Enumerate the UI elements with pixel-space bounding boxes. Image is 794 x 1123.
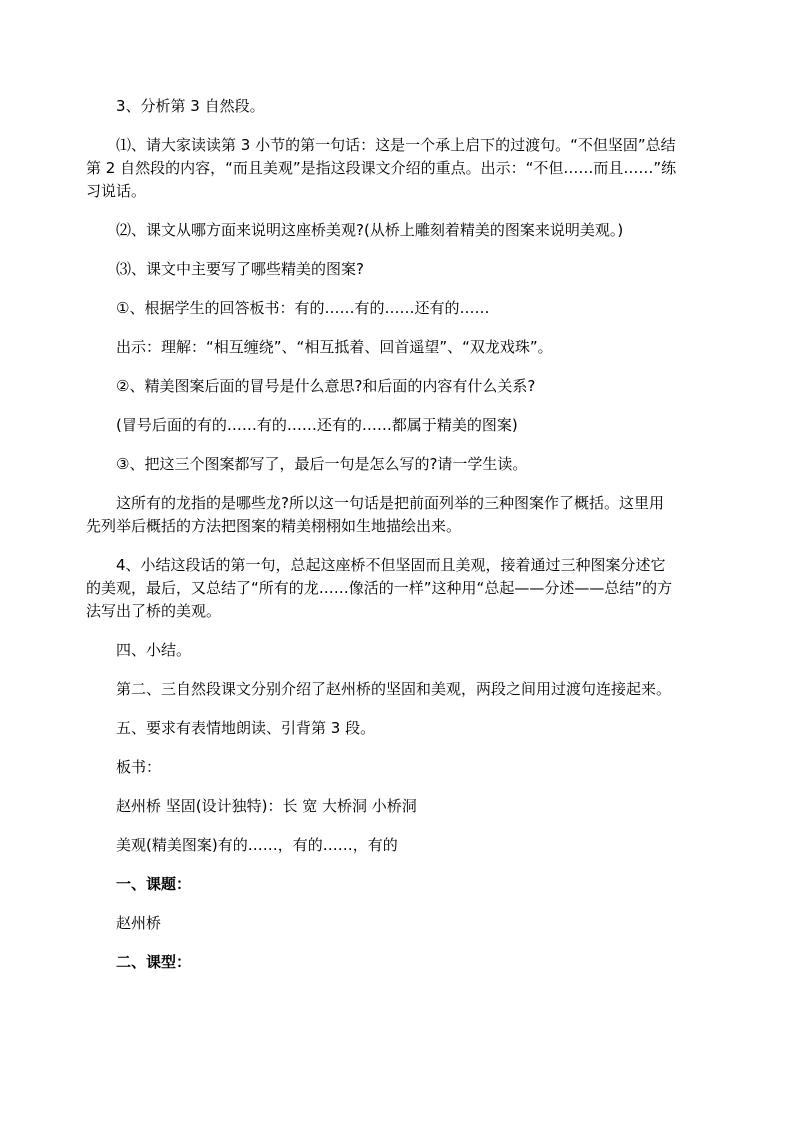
- blackboard-label: 板书：: [116, 758, 162, 776]
- blackboard-line-2: 美观(精美图案)有的……，有的……，有的: [116, 836, 398, 854]
- paragraph-dragons-summary: 这所有的龙指的是哪些龙?所以这一句话是把前面列举的三种图案作了概括。这里用先列举后概括的方法把图案的精美栩栩如生地描绘出来。: [86, 494, 664, 535]
- paragraph-transition-sentence: ⑴、请大家读读第 3 小节的第一句话：这是一个承上启下的过渡句。“不但坚固”总结第 2 自然段的内容，“而且美观”是指这段课文介绍的重点。出示：“不但……而且……”练习说话。: [86, 136, 677, 200]
- paragraph-summary-4: 4、小结这段话的第一句，总起这座桥不但坚固而且美观，接着通过三种图案分述它的美观，最后，又总结了“所有的龙……像活的一样”这种用“总起——分述——总结”的方法写出了桥的美观。: [86, 556, 673, 620]
- paragraph-last-sentence: ③、把这三个图案都写了，最后一句是怎么写的?请一学生读。: [116, 455, 528, 473]
- topic-value: 赵州桥: [116, 914, 162, 932]
- paragraph-question-beauty: ⑵、课文从哪方面来说明这座桥美观?(从桥上雕刻着精美的图案来说明美观。): [116, 221, 624, 239]
- paragraph-blackboard-answer: ①、根据学生的回答板书：有的……有的……还有的……: [116, 299, 490, 317]
- heading-lesson-type: 二、课型：: [116, 953, 192, 971]
- section-heading-5: 五、要求有表情地朗读、引背第 3 段。: [116, 719, 376, 737]
- section-heading-summary: 四、小结。: [116, 641, 192, 659]
- paragraph-colon-question: ②、精美图案后面的冒号是什么意思?和后面的内容有什么关系?: [116, 377, 536, 395]
- blackboard-line-1: 赵州桥 坚固(设计独特)：长 宽 大桥洞 小桥洞: [116, 797, 417, 815]
- heading-topic: 一、课题：: [116, 875, 192, 893]
- paragraph-colon-answer: (冒号后面的有的……有的……还有的……都属于精美的图案): [116, 416, 518, 434]
- document-page: [86, 95, 678, 990]
- paragraph-show-understand: 出示：理解：“相互缠绕”、“相互抵着、回首遥望”、“双龙戏珠”。: [116, 338, 553, 356]
- section-heading-3: 3、分析第 3 自然段。: [116, 97, 265, 115]
- paragraph-question-patterns: ⑶、课文中主要写了哪些精美的图案?: [116, 260, 364, 278]
- paragraph-sections-summary: 第二、三自然段课文分别介绍了赵州桥的坚固和美观，两段之间用过渡句连接起来。: [116, 680, 672, 698]
